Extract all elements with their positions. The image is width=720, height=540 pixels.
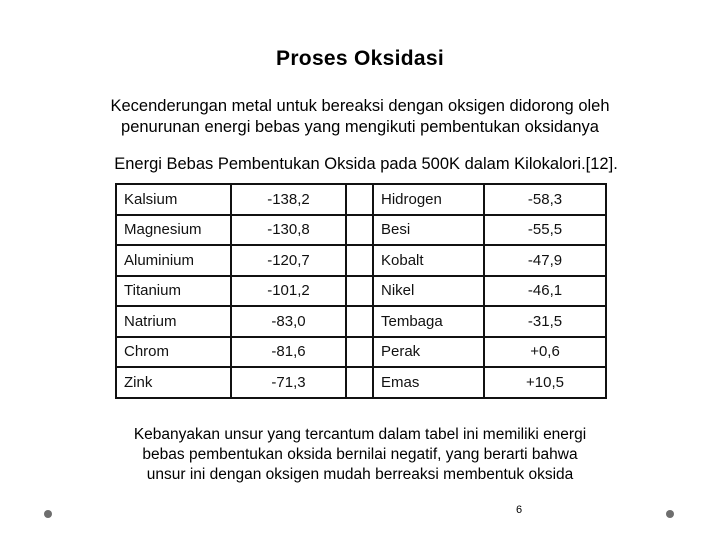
table-caption: Energi Bebas Pembentukan Oksida pada 500K dalam Kilokalori.[12]. [114, 155, 618, 173]
slide-title: Proses Oksidasi [276, 47, 444, 70]
energy-value: -83,0 [231, 306, 346, 337]
element-name: Zink [116, 367, 231, 398]
table-row [116, 276, 606, 307]
element-name: Besi [373, 215, 484, 246]
element-name: Aluminium [116, 245, 231, 276]
spacer-cell [346, 215, 373, 246]
energy-value: -71,3 [231, 367, 346, 398]
energy-value: -138,2 [231, 184, 346, 215]
element-name: Perak [373, 337, 484, 368]
bullet-dot-icon [666, 510, 674, 518]
summary-line: bebas pembentukan oksida bernilai negatif, yang berarti bahwa [142, 446, 578, 463]
table-row [116, 215, 606, 246]
spacer-cell [346, 184, 373, 215]
energy-value: -47,9 [484, 245, 606, 276]
energy-value: +0,6 [484, 337, 606, 368]
spacer-cell [346, 337, 373, 368]
table-row [116, 306, 606, 337]
spacer-cell [346, 367, 373, 398]
intro-paragraph [60, 96, 660, 138]
table-row [116, 184, 606, 215]
element-name: Tembaga [373, 306, 484, 337]
energy-value: -101,2 [231, 276, 346, 307]
spacer-cell [346, 306, 373, 337]
element-name: Kobalt [373, 245, 484, 276]
summary-paragraph [60, 425, 660, 485]
table-row [116, 245, 606, 276]
energy-value: -58,3 [484, 184, 606, 215]
element-name: Hidrogen [373, 184, 484, 215]
energy-value: -46,1 [484, 276, 606, 307]
element-name: Emas [373, 367, 484, 398]
table-row [116, 367, 606, 398]
element-name: Magnesium [116, 215, 231, 246]
element-name: Chrom [116, 337, 231, 368]
bullet-dot-icon [44, 510, 52, 518]
page-number: 6 [516, 504, 523, 516]
element-name: Natrium [116, 306, 231, 337]
energy-value: -55,5 [484, 215, 606, 246]
energy-value: -130,8 [231, 215, 346, 246]
table-row [116, 337, 606, 368]
element-name: Titanium [116, 276, 231, 307]
energy-value: -31,5 [484, 306, 606, 337]
element-name: Kalsium [116, 184, 231, 215]
spacer-cell [346, 245, 373, 276]
energy-value: +10,5 [484, 367, 606, 398]
spacer-cell [346, 276, 373, 307]
energy-value: -120,7 [231, 245, 346, 276]
summary-line: Kebanyakan unsur yang tercantum dalam tabel ini memiliki energi [133, 426, 587, 443]
intro-line: Kecenderungan metal untuk bereaksi dengan oksigen didorong oleh [110, 97, 610, 115]
energy-value: -81,6 [231, 337, 346, 368]
intro-line: penurunan energi bebas yang mengikuti pembentukan oksidanya [121, 118, 599, 136]
element-name: Nikel [373, 276, 484, 307]
oxide-free-energy-table [115, 183, 607, 399]
summary-line: unsur ini dengan oksigen mudah berreaksi membentuk oksida [146, 466, 574, 483]
